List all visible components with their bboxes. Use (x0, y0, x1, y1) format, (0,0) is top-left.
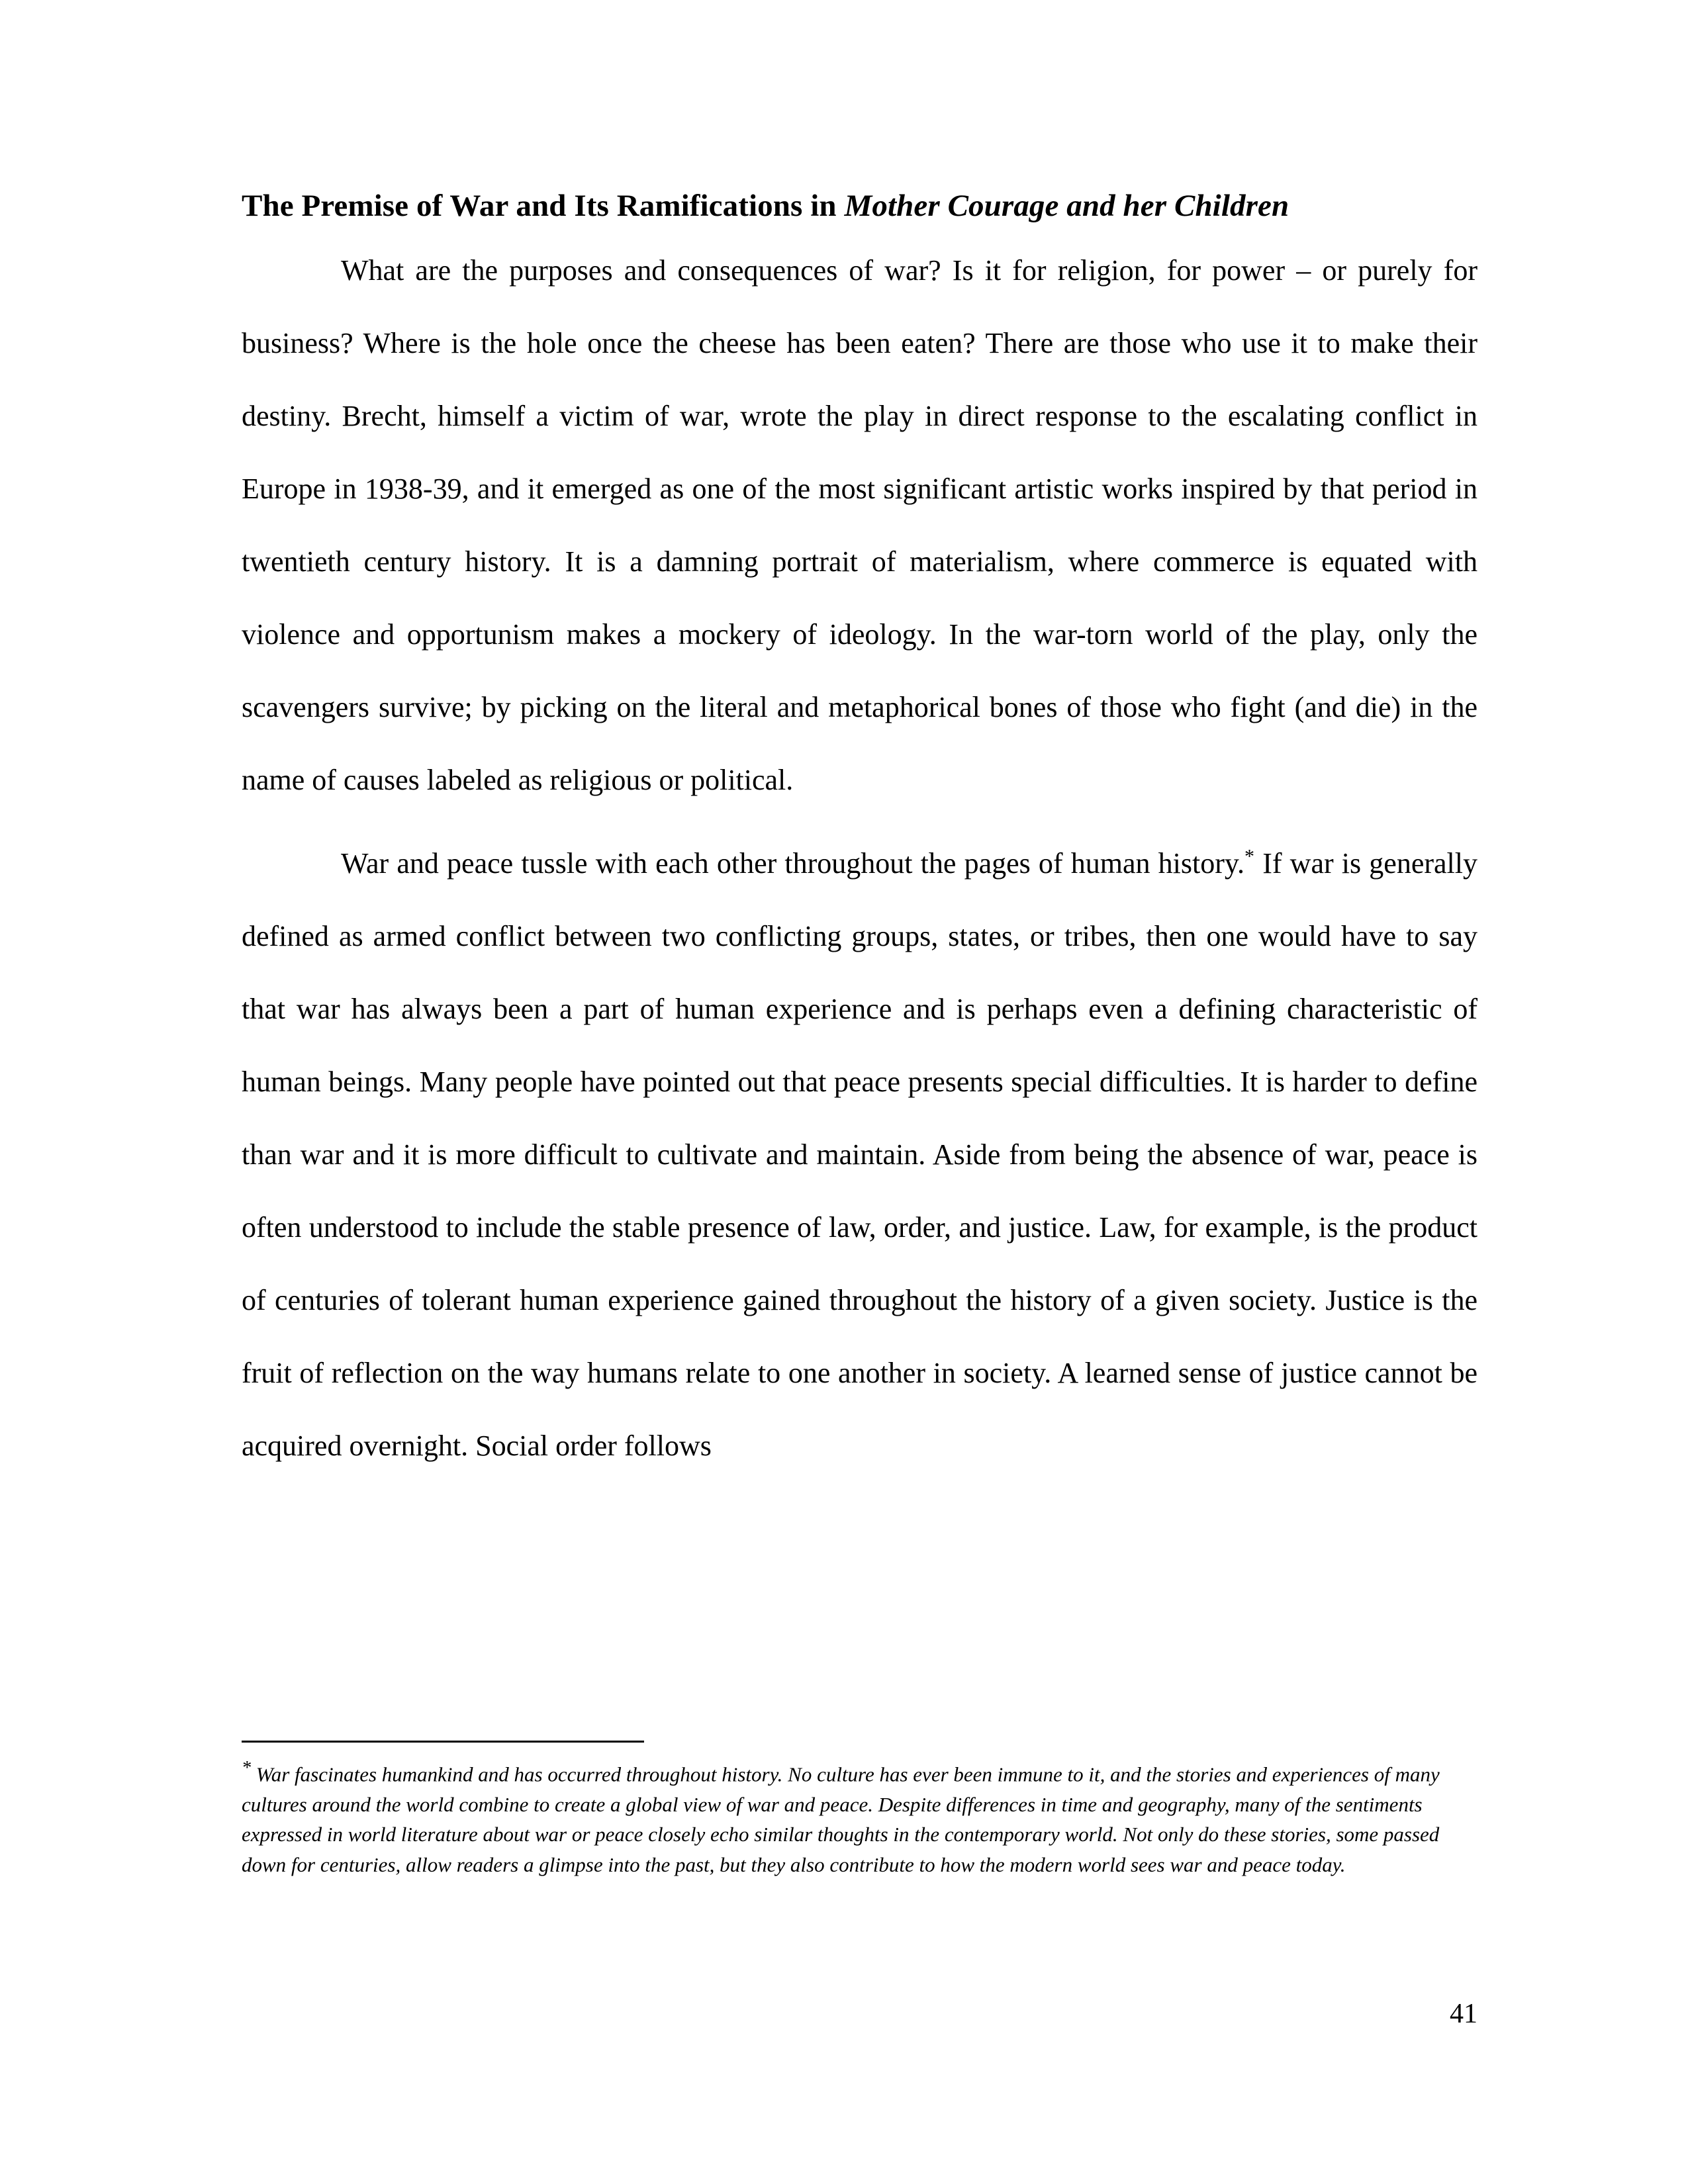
footnote-content: War fascinates humankind and has occurred throughout history. No culture has ever been immune to it, and the stories and experiences of many cultures around the world combine to create a global view of war and peace. Despite differences in time and geography, many of the sentiments expressed in world literature about war or peace closely echo similar thoughts in the contemporary world. Not only do these stories, some passed down for centuries, allow readers a glimpse into the past, but they also contribute to how the modern world sees war and peace today. (242, 1762, 1440, 1877)
body-paragraph-1: What are the purposes and consequences of war? Is it for religion, for power – or purely for business? Where is the hole once the cheese has been eaten? There are those who use it to make their destiny. Brecht, himself a victim of war, wrote the play in direct response to the escalating conflict in Europe in 1938-39, and it emerged as one of the most significant artistic works inspired by that period in twentieth century history. It is a damning portrait of materialism, where commerce is equated with violence and opportunism makes a mockery of ideology. In the war-torn world of the play, only the scavengers survive; by picking on the literal and metaphorical bones of those who fight (and die) in the name of causes labeled as religious or political. (242, 253, 1477, 796)
body-paragraph-2-part2: If war is generally defined as armed conflict between two conflicting groups, states, or tribes, then one would have to say that war has always been a part of human experience and is perhaps even a defining characteristic of human beings. Many people have pointed out that peace presents special difficulties. It is harder to define than war and it is more difficult to cultivate and maintain. Aside from being the absence of war, peace is often understood to include the stable presence of law, order, and justice. Law, for example, is the product of centuries of tolerant human experience gained throughout the history of a given society. Justice is the fruit of reflection on the way humans relate to one another in society. A learned sense of justice cannot be acquired overnight. Social order follows (242, 846, 1477, 1462)
page-title-plain: The Premise of War and Its Ramifications in (242, 189, 845, 223)
footnote-marker: * (242, 1758, 251, 1778)
footnote-body (242, 1754, 1460, 1880)
footnote-reference-marker[interactable]: * (1244, 845, 1255, 867)
paragraph-spacer (242, 817, 1477, 827)
page-title (242, 179, 1477, 234)
page-title-italic: Mother Courage and her Children (844, 189, 1289, 223)
page-number: 41 (1450, 1999, 1477, 2029)
footnote-separator-rule (242, 1741, 644, 1743)
footnote-section (242, 1741, 1460, 1880)
body-paragraph-2 (242, 827, 1477, 1482)
body-paragraph-2-part1: War and peace tussle with each other throughout the pages of human history. (341, 846, 1245, 880)
